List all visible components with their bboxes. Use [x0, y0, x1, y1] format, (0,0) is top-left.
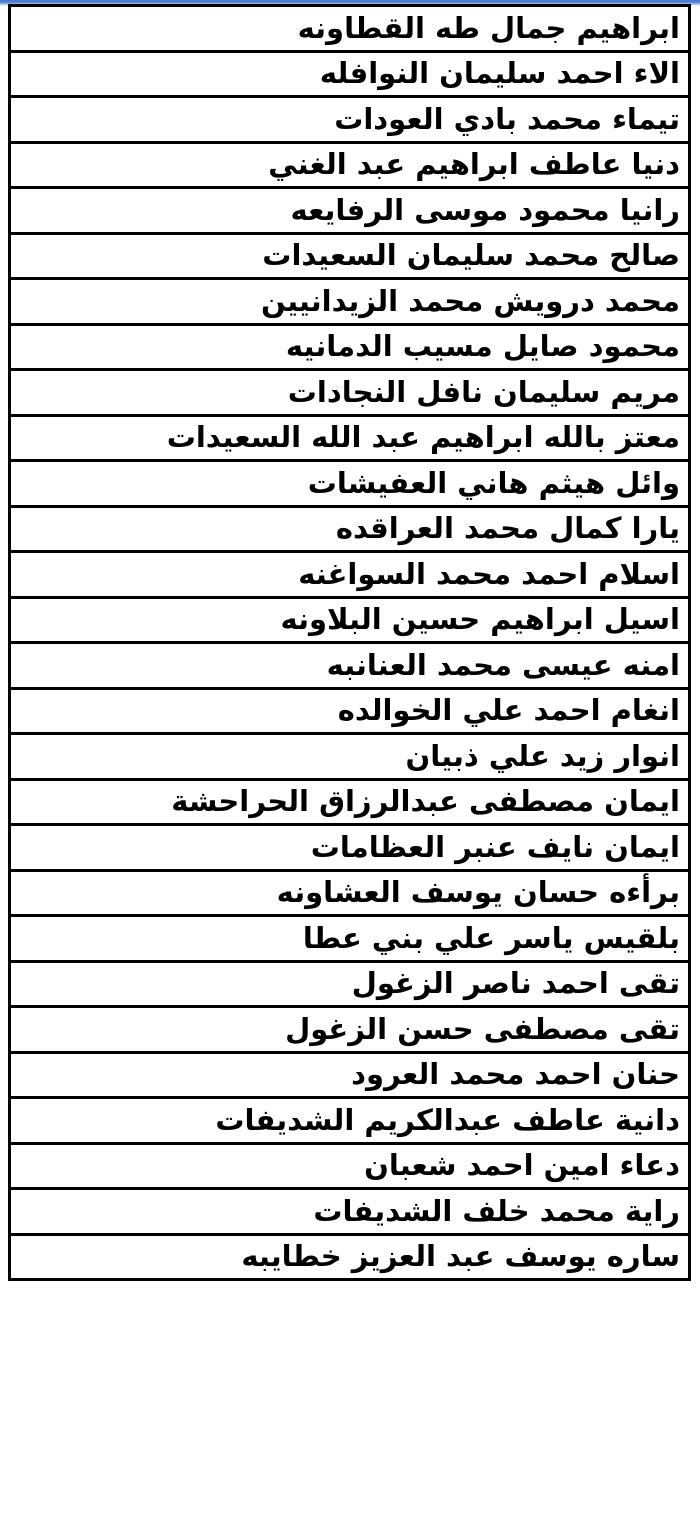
- table-row: [10, 51, 690, 97]
- table-row: [10, 1143, 690, 1189]
- table-row: [10, 279, 690, 325]
- name-cell: بلقيس ياسر علي بني عطا: [10, 916, 690, 962]
- name-cell: رانيا محمود موسى الرفايعه: [10, 188, 690, 234]
- name-cell: محمد درويش محمد الزيدانيين: [10, 279, 690, 325]
- name-cell: راية محمد خلف الشديفات: [10, 1189, 690, 1235]
- name-cell: معتز بالله ابراهيم عبد الله السعيدات: [10, 415, 690, 461]
- table-row: [10, 370, 690, 416]
- table-row: [10, 1234, 690, 1280]
- table-row: [10, 552, 690, 598]
- name-cell: انغام احمد علي الخوالده: [10, 688, 690, 734]
- name-cell: اسلام احمد محمد السواغنه: [10, 552, 690, 598]
- table-row: [10, 734, 690, 780]
- table-row: [10, 461, 690, 507]
- name-cell: تقى مصطفى حسن الزغول: [10, 1007, 690, 1053]
- name-cell: الاء احمد سليمان النوافله: [10, 51, 690, 97]
- name-cell: امنه عيسى محمد العنانبه: [10, 643, 690, 689]
- names-table: [8, 4, 691, 1281]
- name-cell: مريم سليمان نافل النجادات: [10, 370, 690, 416]
- table-row: [10, 324, 690, 370]
- name-cell: يارا كمال محمد العراقده: [10, 506, 690, 552]
- name-cell: دانية عاطف عبدالكريم الشديفات: [10, 1098, 690, 1144]
- table-row: [10, 825, 690, 871]
- name-cell: صالح محمد سليمان السعيدات: [10, 233, 690, 279]
- table-row: [10, 1098, 690, 1144]
- table-row: [10, 97, 690, 143]
- name-cell: اسيل ابراهيم حسين البلاونه: [10, 597, 690, 643]
- table-row: [10, 6, 690, 52]
- name-cell: ايمان نايف عنبر العظامات: [10, 825, 690, 871]
- table-row: [10, 142, 690, 188]
- table-row: [10, 688, 690, 734]
- name-cell: برأءه حسان يوسف العشاونه: [10, 870, 690, 916]
- table-row: [10, 870, 690, 916]
- names-table-body: [10, 6, 690, 1280]
- table-row: [10, 916, 690, 962]
- name-cell: ساره يوسف عبد العزيز خطايبه: [10, 1234, 690, 1280]
- table-row: [10, 643, 690, 689]
- name-cell: ابراهيم جمال طه القطاونه: [10, 6, 690, 52]
- name-cell: دنيا عاطف ابراهيم عبد الغني: [10, 142, 690, 188]
- name-cell: تيماء محمد بادي العودات: [10, 97, 690, 143]
- table-row: [10, 597, 690, 643]
- table-row: [10, 1189, 690, 1235]
- name-cell: حنان احمد محمد العرود: [10, 1052, 690, 1098]
- name-cell: تقى احمد ناصر الزغول: [10, 961, 690, 1007]
- name-cell: محمود صايل مسيب الدمانيه: [10, 324, 690, 370]
- name-cell: انوار زيد علي ذبيان: [10, 734, 690, 780]
- table-row: [10, 961, 690, 1007]
- table-row: [10, 779, 690, 825]
- table-row: [10, 506, 690, 552]
- table-row: [10, 188, 690, 234]
- table-row: [10, 1007, 690, 1053]
- table-row: [10, 1052, 690, 1098]
- table-row: [10, 415, 690, 461]
- name-cell: ايمان مصطفى عبدالرزاق الحراحشة: [10, 779, 690, 825]
- name-cell: دعاء امين احمد شعبان: [10, 1143, 690, 1189]
- table-row: [10, 233, 690, 279]
- name-cell: وائل هيثم هاني العفيشات: [10, 461, 690, 507]
